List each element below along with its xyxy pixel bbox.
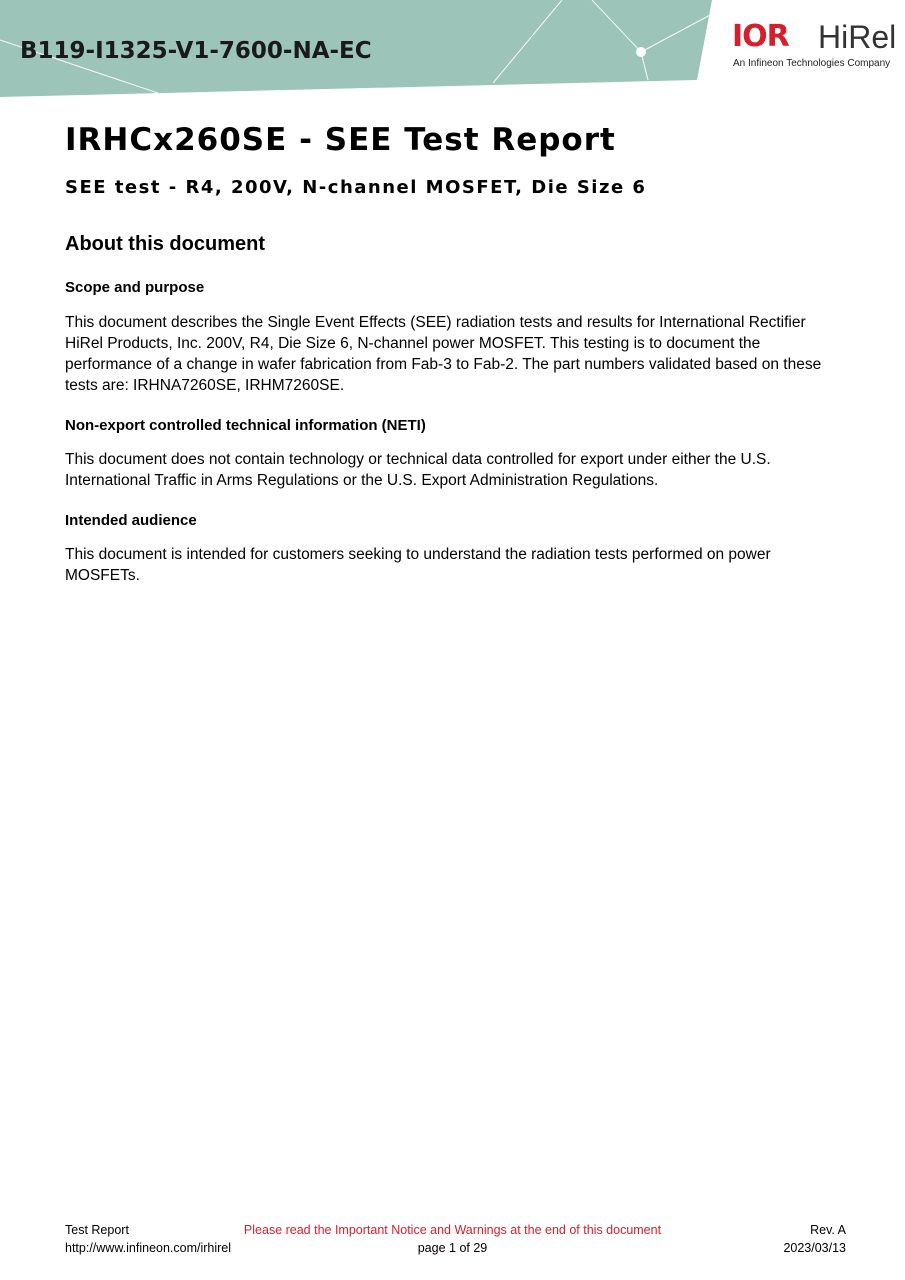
footer-date: 2023/03/13 xyxy=(783,1241,846,1255)
scope-heading: Scope and purpose xyxy=(65,279,205,296)
document-subtitle: SEE test - R4, 200V, N-channel MOSFET, Die Size 6 xyxy=(65,177,647,198)
footer-notice: Please read the Important Notice and Warnings at the end of this document xyxy=(243,1223,662,1237)
document-title: IRHCx260SE - SEE Test Report xyxy=(65,122,616,158)
footer-doc-type: Test Report xyxy=(65,1223,129,1237)
header-banner xyxy=(0,0,905,110)
footer-revision: Rev. A xyxy=(810,1223,846,1237)
logo-mark: IOR xyxy=(732,19,789,54)
audience-heading: Intended audience xyxy=(65,512,197,529)
footer-url[interactable]: http://www.infineon.com/irhirel xyxy=(65,1241,232,1255)
footer-page-number: page 1 of 29 xyxy=(417,1241,488,1255)
scope-paragraph: This document describes the Single Event Effects (SEE) radiation tests and results for International Rectifier HiRel Products, Inc. 200V, R4, Die Size 6, N-channel power MOSFET. This testing is to document the performance of a change in wafer fabrication from Fab-3 to Fab-2. The part numbers validated based on these tests are: IRHNA7260SE, IRHM7260SE. xyxy=(65,314,822,394)
document-id: B119-I1325-V1-7600-NA-EC xyxy=(20,38,372,64)
audience-paragraph: This document is intended for customers seeking to understand the radiation tests performed on power MOSFETs. xyxy=(65,546,771,584)
footer-right xyxy=(783,1221,846,1257)
footer-center xyxy=(0,1221,905,1257)
neti-paragraph: This document does not contain technology or technical data controlled for export under either the U.S. International Traffic in Arms Regulations or the U.S. Export Administration Regulations. xyxy=(65,451,771,489)
neti-heading: Non-export controlled technical information (NETI) xyxy=(65,417,426,434)
logo-brand: HiRel xyxy=(818,19,897,55)
about-heading: About this document xyxy=(65,233,265,255)
page-footer xyxy=(0,1221,905,1261)
company-logo xyxy=(732,19,897,72)
logo-tagline: An Infineon Technologies Company xyxy=(733,58,891,69)
